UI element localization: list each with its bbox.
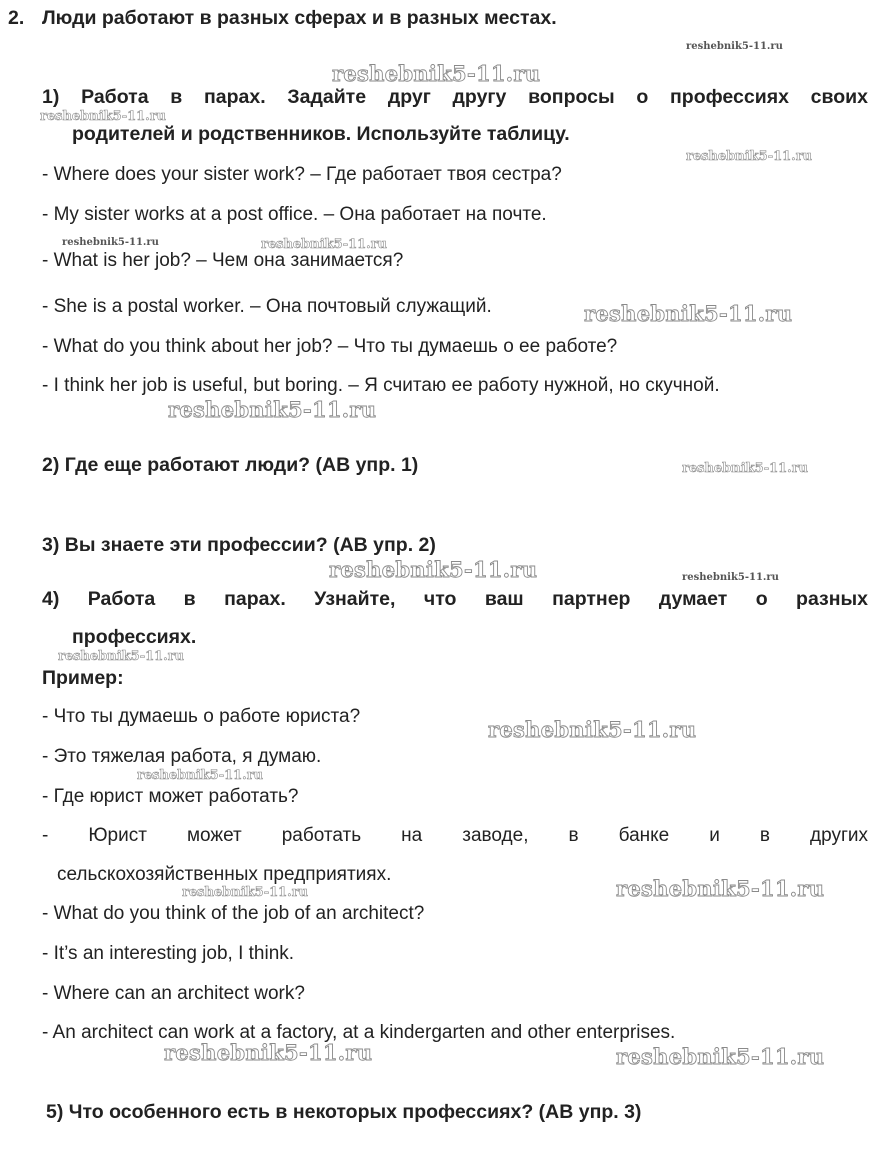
- watermark: reshebnik5-11.ru: [58, 649, 185, 664]
- task4-instruction-line2: профессиях.: [72, 626, 197, 648]
- watermark: reshebnik5-11.ru: [168, 397, 377, 422]
- watermark: reshebnik5-11.ru: [616, 1044, 825, 1069]
- dialogue-line: - What do you think about her job? – Что ты думаешь о ее работе?: [42, 336, 618, 357]
- task4-instruction-line1: 4) Работа в парах. Узнайте, что ваш партнер думает о разных: [42, 588, 868, 610]
- dialogue-line: - Это тяжелая работа, я думаю.: [42, 746, 322, 767]
- watermark: reshebnik5-11.ru: [686, 41, 783, 52]
- dialogue-line: - My sister works at a post office. – Она работает на почте.: [42, 204, 547, 225]
- dialogue-line-continuation: сельскохозяйственных предприятиях.: [57, 864, 392, 885]
- watermark: reshebnik5-11.ru: [686, 149, 813, 164]
- watermark: reshebnik5-11.ru: [164, 1040, 373, 1065]
- watermark: reshebnik5-11.ru: [182, 885, 309, 900]
- watermark: reshebnik5-11.ru: [62, 237, 159, 248]
- watermark: reshebnik5-11.ru: [40, 109, 167, 124]
- exercise-title: Люди работают в разных сферах и в разных местах.: [42, 7, 557, 29]
- task1-instruction-line2: родителей и родственников. Используйте таблицу.: [72, 123, 570, 145]
- dialogue-line: - Юрист может работать на заводе, в банке и в других: [42, 825, 868, 846]
- task5-title: 5) Что особенного есть в некоторых профессиях? (AB упр. 3): [46, 1101, 642, 1123]
- watermark: reshebnik5-11.ru: [682, 461, 809, 476]
- dialogue-line: - What is her job? – Чем она занимается?: [42, 250, 404, 271]
- watermark: reshebnik5-11.ru: [488, 717, 697, 742]
- dialogue-line: - Где юрист может работать?: [42, 786, 299, 807]
- dialogue-line: - What do you think of the job of an architect?: [42, 903, 425, 924]
- dialogue-line: - I think her job is useful, but boring. – Я считаю ее работу нужной, но скучной.: [42, 375, 720, 396]
- watermark: reshebnik5-11.ru: [616, 876, 825, 901]
- watermark: reshebnik5-11.ru: [682, 572, 779, 583]
- dialogue-line: - She is a postal worker. – Она почтовый служащий.: [42, 296, 492, 317]
- watermark: reshebnik5-11.ru: [584, 301, 793, 326]
- task1-instruction-line1: 1) Работа в парах. Задайте друг другу вопросы о профессиях своих: [42, 86, 868, 108]
- task3-title: 3) Вы знаете эти профессии? (AB упр. 2): [42, 534, 436, 556]
- dialogue-line: - Что ты думаешь о работе юриста?: [42, 706, 361, 727]
- watermark: reshebnik5-11.ru: [137, 768, 264, 783]
- example-label: Пример:: [42, 667, 124, 689]
- dialogue-line: - An architect can work at a factory, at a kindergarten and other enterprises.: [42, 1022, 676, 1043]
- watermark: reshebnik5-11.ru: [332, 61, 541, 86]
- dialogue-line: - Where does your sister work? – Где работает твоя сестра?: [42, 164, 562, 185]
- task2-title: 2) Где еще работают люди? (AB упр. 1): [42, 454, 419, 476]
- watermark: reshebnik5-11.ru: [261, 237, 388, 252]
- exercise-number: 2.: [8, 7, 25, 29]
- dialogue-line: - It’s an interesting job, I think.: [42, 943, 295, 964]
- dialogue-line: - Where can an architect work?: [42, 983, 305, 1004]
- watermark: reshebnik5-11.ru: [329, 557, 538, 582]
